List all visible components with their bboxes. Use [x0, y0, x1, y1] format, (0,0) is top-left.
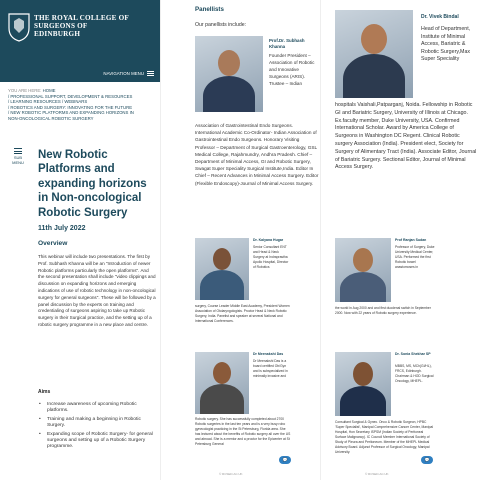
- breadcrumb-item-current-page: / NEW ROBOTIC PLATFORMS AND EXPANDING HORIZONS IN: [8, 110, 134, 116]
- panelist-name-kumar: Dr. Sonia Shekhar SP: [395, 352, 431, 356]
- sub-menu-label: SUB MENU: [12, 155, 24, 165]
- navigation-menu-label: NAVIGATION MENU: [103, 71, 144, 76]
- breadcrumb-item-learning-resources[interactable]: / LEARNING RESOURCES / WEBINARS: [8, 99, 88, 105]
- panelist-bio-sudan-side: Professor of Surgery, Duke University Medical Center, USA. Performed the first Robotic bowel anastomoses in: [395, 245, 435, 269]
- sudan-photo: [335, 238, 391, 302]
- panelist-name-hugar: Dr. Kalyana Hugar: [253, 238, 284, 242]
- overview-text: This webinar will include two presentations. The first by Prof. Subhash Khanna will be an "Introduction of newer Robotic platforms particularly the open platforms". And the second presentation shall include "video clippings and discussion on expanding horizons and emerging indications of use of robotic technology in non-oncological surgery for general surgeons". These will be followed by a panel discussion by the experts on training and credentialing of surgeons aspiring to take up Robotic surgery in their Surgical practice, and the setting up of a robotic surgery programme in a new place and centre.: [38, 254, 156, 327]
- footer-note: © RCSED.AC.UK: [365, 472, 389, 476]
- panelist-bio-bindal-side: Head of Department, Institute of Minimal Access, Bariatric & Robotic Surgery,Max Super Speciality: [421, 26, 471, 63]
- breadcrumb-item-current-page-cont: NON-ONCOLOGICAL ROBOTIC SURGERY: [8, 115, 94, 121]
- kumar-photo: [335, 352, 391, 416]
- panelists-panel-continued: [320, 0, 480, 480]
- panelist-name-khanna: Prof.Dr. Subhash Khanna: [269, 38, 305, 49]
- crest-logo-icon[interactable]: [8, 12, 30, 42]
- footer-note: © RCSED.AC.UK: [219, 472, 243, 476]
- breadcrumb-item-robotics-surgery[interactable]: / ROBOTICS AND SURGERY: INNOVATING FOR THE FUTURE: [8, 104, 133, 110]
- bindal-photo: [335, 10, 413, 98]
- panelist-name-das: Dr Meenakshi Das: [253, 352, 284, 356]
- panelist-bio-bindal: hospitals Vaishali,Patparganj, Noida. Fellowship in Robotic GI and Bariatric Surgery, University of Illinois at Chicago. Ex.faculty member, Duke University, USA. Confirmed International Scholar. Award by America College of Surgeons in Washington DC Regent. Clinical Robotic surgery Association (India). President elect, Society for Surgery of Alimentary Tract (India). Associate Editor, Journal of Bariatric Surgery. Sectional Editor, Journal of Minimal Access Surgery.: [335, 102, 477, 171]
- panelists-intro: Our panellists include:: [195, 22, 247, 28]
- chat-button[interactable]: 💬: [421, 456, 433, 464]
- panelist-bio-kumar-side: MBBS, MS, MCh(GI/HL), FRCS, Edinburgh. Chairman & HOD Surgical Oncology, MHEPL.: [395, 364, 434, 383]
- panelist-bio-das-side: Dr Meenakshi Das is a board certified Ob/Gyn and is subspecialized in minimally invasive and: [253, 359, 288, 378]
- aims-heading: Aims: [38, 389, 51, 395]
- panelist-bio-khanna: Association of Gastrointestinal Endo Surgeons. International Academic Co-Ordinator- Indian Association of Gastrointestinal Endo Surgeons. Honorary Visiting Professor – Department of Surgical Gastroenterology, GSL Medical College, Rajahmundry, Andhra Pradesh. Chief – Department of Minimal Access, GI and Robotic Surgery, Swagat Super Speciality Surgical Institute,India. Editor In Chief – Recent Advances in Minimal Access Surgery. Editor (Flexible Endoscopy)-Journal of Minimal Access Surgery.: [195, 123, 319, 186]
- das-photo: [195, 352, 249, 414]
- sub-menu-button[interactable]: [8, 148, 28, 165]
- panelist-bio-das: Robotic surgery. She has successfully completed about 2700 Robotic surgeries in the last ten years and is a very busy robo gynecologist practicing in the St Petersburg, Florida area. She has lectured about the benefits of Robotic surgery all over the US and abroad. She is a mentor and a proctor for the Epicenter at St Petersburg General: [195, 417, 291, 446]
- org-name[interactable]: THE ROYAL COLLEGE OF SURGEONS OF EDINBURGH: [34, 14, 129, 39]
- breadcrumb-item-professional-support[interactable]: / PROFESSIONAL SUPPORT, DEVELOPMENT & RESOURCES: [8, 93, 133, 99]
- aims-list: [38, 402, 156, 453]
- breadcrumb-lead: YOU ARE HERE:: [8, 88, 42, 93]
- sub-menu-icon: [14, 148, 22, 154]
- panelist-bio-hugar: surgery, Course Leader Middle East Academy, President Women Association of Otolaryngologists. Proctor Head & Neck Robotic Surgery, India. Panelist and speaker at several National and International Conferences.: [195, 304, 290, 323]
- panelists-heading: Panellists: [195, 6, 224, 13]
- hugar-photo: [195, 238, 249, 300]
- panelists-panel: [160, 0, 320, 480]
- page-title: New Robotic Platforms and expanding horizons in Non-oncological Robotic Surgery: [38, 149, 147, 219]
- panelist-name-sudan: Prof Ranjan Sudan: [395, 238, 427, 242]
- panelist-bio-kumar: Consultant Surgical & Gynec. Onco & Robotic Surgeon, HPBC 'Super Specialist', Manipal Comprehensive Cancer Center, Manipal Hospital, Hon Secretary ISPSM (Indian Society of Peritoneal Surface Malignancy). IC Council Member International Society of Study of Pleura and Peritoneum. Member of the MHEPL Medical Advisory Board. Adjunct Professor of Surgical Oncology, Manipal University.: [335, 420, 434, 454]
- navigation-menu-button[interactable]: [103, 71, 154, 76]
- overview-heading: Overview: [38, 240, 68, 247]
- aims-item: • Expanding scope of Robotic Surgery- for general surgeons and setting up of a Robotic Surgery programme.: [38, 432, 156, 451]
- menu-icon: [147, 71, 154, 76]
- breadcrumb: [0, 82, 160, 122]
- aims-item: • Training and making a beginning in Robotic Surgery.: [38, 417, 156, 430]
- breadcrumb-item-home[interactable]: HOME: [42, 88, 56, 93]
- panelist-bio-khanna-side: Founder President – Association of Robotic and Innovative Surgeons (ARIS). Trustee – Indian: [269, 53, 315, 86]
- panelist-bio-sudan: the world in Aug 2000 and and first duodenal switch in September 2000. Now with 22 years of Robotic surgery experience.: [335, 306, 431, 315]
- panelist-name-bindal: Dr. Vivek Bindal: [421, 14, 459, 20]
- article-date: 11th July 2022: [38, 225, 86, 232]
- khanna-photo: [195, 36, 263, 112]
- aims-item: • Increase awareness of upcoming Robotic platforms.: [38, 402, 156, 415]
- chat-button[interactable]: 💬: [279, 456, 291, 464]
- article-panel: [0, 0, 160, 480]
- site-header: [0, 0, 160, 82]
- panelist-bio-hugar-side: Senior Consultant ENT and Head & Neck Surgery at Indraprastha Apollo Hospital, Director of Robotics: [253, 245, 289, 269]
